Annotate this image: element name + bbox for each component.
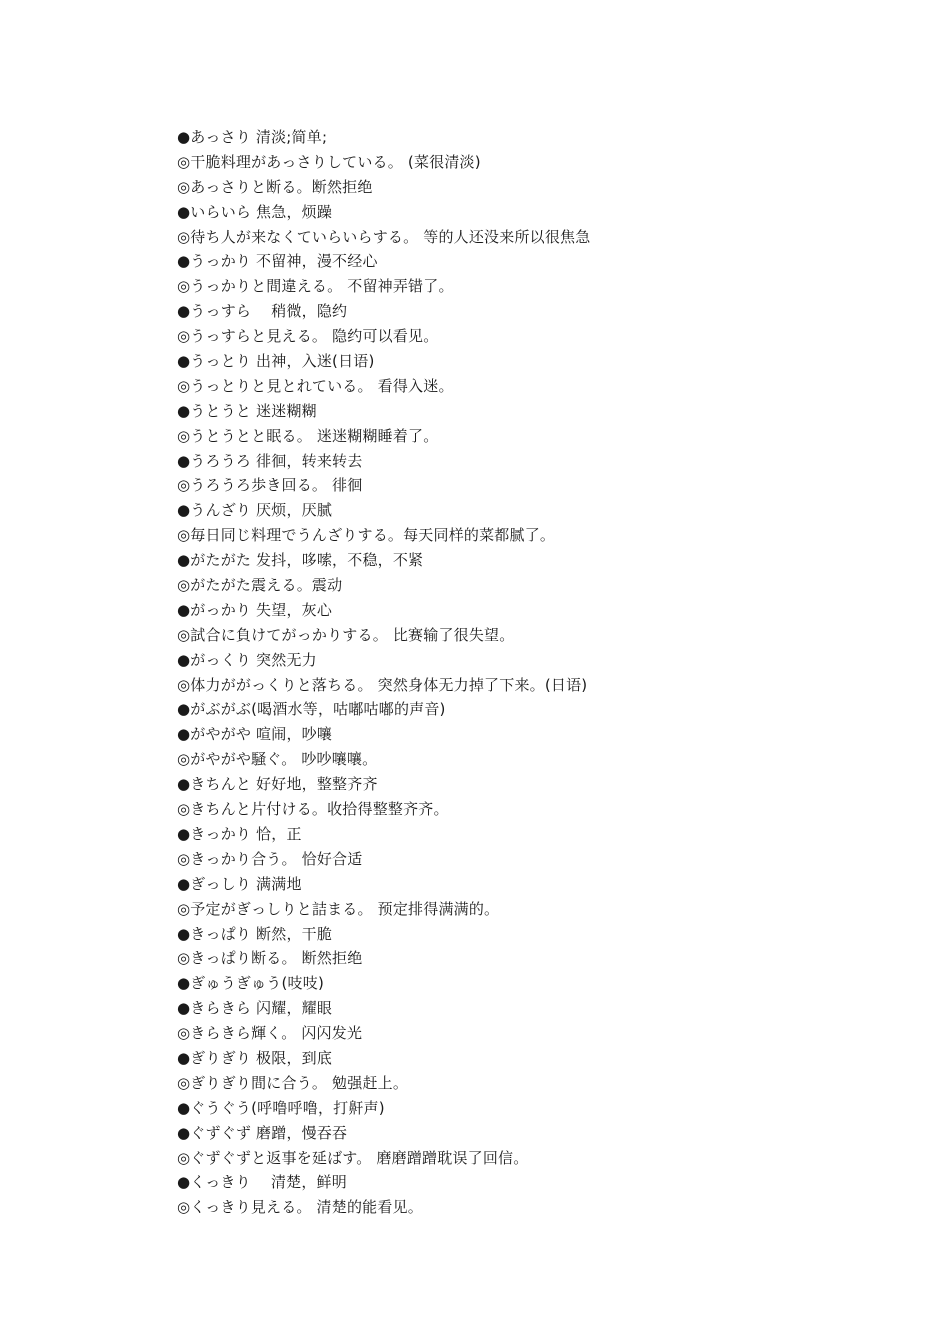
example-sentence: ◎きっぱり断る。 断然拒绝: [177, 949, 363, 968]
vocab-entry: ●うとうと 迷迷糊糊: [177, 401, 317, 420]
example-sentence: ◎ぎりぎり間に合う。 勉强赶上。: [177, 1073, 409, 1092]
vocab-entry: ●うっかり 不留神，漫不经心: [177, 252, 378, 271]
vocab-entry: ●ぎっしり 满满地: [177, 874, 302, 893]
example-sentence: ◎がやがや騒ぐ。 吵吵嚷嚷。: [177, 750, 378, 769]
vocab-entry: ●がたがた 发抖，哆嗦，不稳，不紧: [177, 551, 424, 570]
vocab-entry: ●うろうろ 徘徊，转来转去: [177, 451, 363, 470]
example-sentence: ◎がたがた震える。震动: [177, 576, 343, 595]
vocab-entry: ●うっすら 稍微，隐约: [177, 302, 348, 321]
example-sentence: ◎予定がぎっしりと詰まる。 预定排得满满的。: [177, 899, 500, 918]
vocab-entry: ●ぐうぐう(呼噜呼噜，打鼾声): [177, 1098, 385, 1117]
example-sentence: ◎うろうろ歩き回る。 徘徊: [177, 476, 363, 495]
example-sentence: ◎うっすらと見える。 隐约可以看见。: [177, 327, 439, 346]
vocab-entry: ●がっくり 突然无力: [177, 650, 317, 669]
vocab-entry: ●ぎゅうぎゅう(吱吱): [177, 974, 324, 993]
example-sentence: ◎ぐずぐずと返事を延ばす。 磨磨蹭蹭耽误了回信。: [177, 1148, 529, 1167]
vocab-entry: ●うっとり 出神，入迷(日语): [177, 352, 375, 371]
example-sentence: ◎うとうとと眠る。 迷迷糊糊睡着了。: [177, 426, 439, 445]
example-sentence: ◎試合に負けてがっかりする。 比赛输了很失望。: [177, 625, 515, 644]
vocab-entry: ●きらきら 闪耀，耀眼: [177, 999, 333, 1018]
vocab-entry: ●ぎりぎり 极限，到底: [177, 1048, 333, 1067]
example-sentence: ◎待ち人が来なくていらいらする。 等的人还没来所以很焦急: [177, 227, 591, 246]
example-sentence: ◎きらきら輝く。 闪闪发光: [177, 1024, 363, 1043]
example-sentence: ◎体力ががっくりと落ちる。 突然身体无力掉了下来。(日语): [177, 675, 588, 694]
vocab-entry: ●きっかり 恰，正: [177, 824, 302, 843]
example-sentence: ◎きちんと片付ける。收拾得整整齐齐。: [177, 800, 449, 819]
example-sentence: ◎きっかり合う。 恰好合适: [177, 849, 363, 868]
example-sentence: ◎くっきり見える。 清楚的能看见。: [177, 1198, 423, 1217]
example-sentence: ◎うっかりと間違える。 不留神弄错了。: [177, 277, 454, 296]
vocabulary-list: [177, 125, 877, 1220]
vocab-entry: ●きちんと 好好地，整整齐齐: [177, 775, 378, 794]
vocab-entry: ●ぐずぐず 磨蹭，慢吞吞: [177, 1123, 348, 1142]
vocab-entry: ●がぶがぶ(喝酒水等，咕嘟咕嘟的声音): [177, 700, 446, 719]
vocab-entry: ●がっかり 失望，灰心: [177, 600, 333, 619]
vocab-entry: ●いらいら 焦急，烦躁: [177, 202, 333, 221]
example-sentence: ◎うっとりと見とれている。 看得入迷。: [177, 376, 454, 395]
example-sentence: ◎あっさりと断る。断然拒绝: [177, 177, 373, 196]
vocab-entry: ●がやがや 喧闹，吵嚷: [177, 725, 333, 744]
vocab-entry: ●くっきり 清楚，鲜明: [177, 1173, 347, 1192]
vocab-entry: ●うんざり 厌烦，厌腻: [177, 501, 333, 520]
vocab-entry: ●きっぱり 断然，干脆: [177, 924, 333, 943]
example-sentence: ◎毎日同じ料理でうんざりする。每天同样的菜都腻了。: [177, 526, 556, 545]
example-sentence: ◎干脆料理があっさりしている。 (菜很清淡): [177, 152, 481, 171]
vocab-entry: ●あっさり 清淡;简单;: [177, 128, 328, 146]
